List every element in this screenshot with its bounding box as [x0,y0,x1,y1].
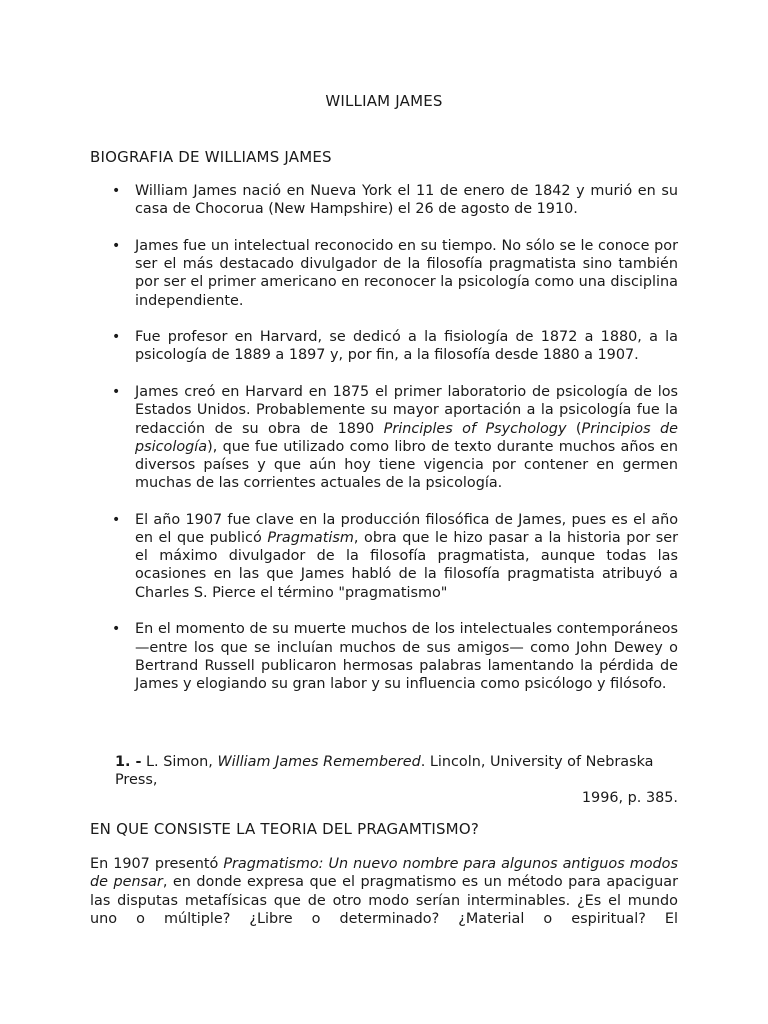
bullet-text-part: En el momento de su muerte muchos de los intelectuales contemporáneos —entre los que se incluían muchos de sus amigos— como John Dewey o Bertrand Russell publicaron hermosas palabras lamentando la pérdida de James y elogiando su gran labor y su influencia como psicólogo y filósofo. [135,621,678,692]
footnote-citation-year: 1996, p. 385. [581,790,678,807]
bullet-icon: • [112,621,121,638]
bullet-item [90,328,678,364]
bullet-item [90,383,678,492]
footnote-book-title: William James Remembered [217,754,421,770]
bullet-text-part: James fue un intelectual reconocido en su tiempo. No sólo se le conoce por ser el más destacado divulgador de la filosofía pragmatista sino también por ser el primer americano en reconocer la psicología como una disciplina independiente. [135,237,678,309]
footnote-text: L. Simon, [141,754,218,770]
bullet-icon: • [112,511,121,528]
bullet-item [90,511,678,602]
pragmatism-paragraph [90,855,678,928]
bullet-icon: • [112,384,121,401]
book-title-italic: Pragmatism [267,530,354,547]
bullet-text-part: ( [566,420,582,437]
bullet-icon: • [112,237,121,254]
book-title-italic: Principles of Psychology [383,420,567,437]
paragraph-text: , en donde expresa que el pragmatismo es un método para apaciguar las disputas metafísicas que de otro modo serían interminables. ¿Es el mundo uno o múltiple? ¿Libre o determinado? ¿Material o espiritual? El [90,874,678,927]
bullet-item [90,620,678,693]
bullet-text [135,384,678,491]
paragraph-text: En 1907 presentó [90,856,224,872]
bullet-text-part: James creó en Harvard en 1875 el primer laboratorio de psicología de los Estados Unidos. Probablemente su mayor aportación a la psicología fue la redacción de su obra de 1890 [135,384,678,437]
bullet-item [90,237,678,310]
bullet-text [135,329,678,363]
footnote-text: . Lincoln, University of Nebraska Press, [115,754,654,789]
document-title: WILLIAM JAMES [325,92,443,110]
book-title-italic: Pragmatismo: Un nuevo nombre para algunos antiguos modos de pensar [90,856,678,891]
bullet-text [135,621,678,692]
bullet-text-part: El año 1907 fue clave en la producción filosófica de James, pues es el año en el que publicó [135,511,678,547]
bullet-text [135,238,678,309]
footnote-marker: 1. - [115,754,142,770]
footnote [115,753,678,808]
bullet-text [135,183,678,217]
section-heading-pragmatismo: EN QUE CONSISTE LA TEORIA DEL PRAGAMTISMO? [90,820,479,838]
bullet-item [90,182,678,218]
bullet-text-part: Fue profesor en Harvard, se dedicó a la fisiología de 1872 a 1880, a la psicología de 1889 a 1897 y, por fin, a la filosofía desde 1880 a 1907. [135,329,678,364]
bullet-icon: • [112,183,121,199]
bullet-text-part: , obra que le hizo pasar a la historia por ser el máximo divulgador de la filosofía pragmatista, aunque todas las ocasiones en las que James habló de la filosofía pragmatista atribuyó a Charles S. Pierce el término "pragmatismo" [135,530,679,601]
bullet-text [135,512,678,601]
section-heading-biografia: BIOGRAFIA DE WILLIAMS JAMES [90,148,332,166]
book-title-italic: Principios de psicología [135,420,678,455]
bullet-text-part: William James nació en Nueva York el 11 de enero de 1842 y murió en su casa de Chocorua (New Hampshire) el 26 de agosto de 1910. [135,183,678,218]
bullet-icon: • [112,329,121,346]
biography-bullet-list [90,182,678,712]
bullet-text-part: ), que fue utilizado como libro de texto durante muchos años en diversos países y que aún hoy tiene vigencia por contener en germen muchas de las corrientes actuales de la psicología. [135,438,678,492]
